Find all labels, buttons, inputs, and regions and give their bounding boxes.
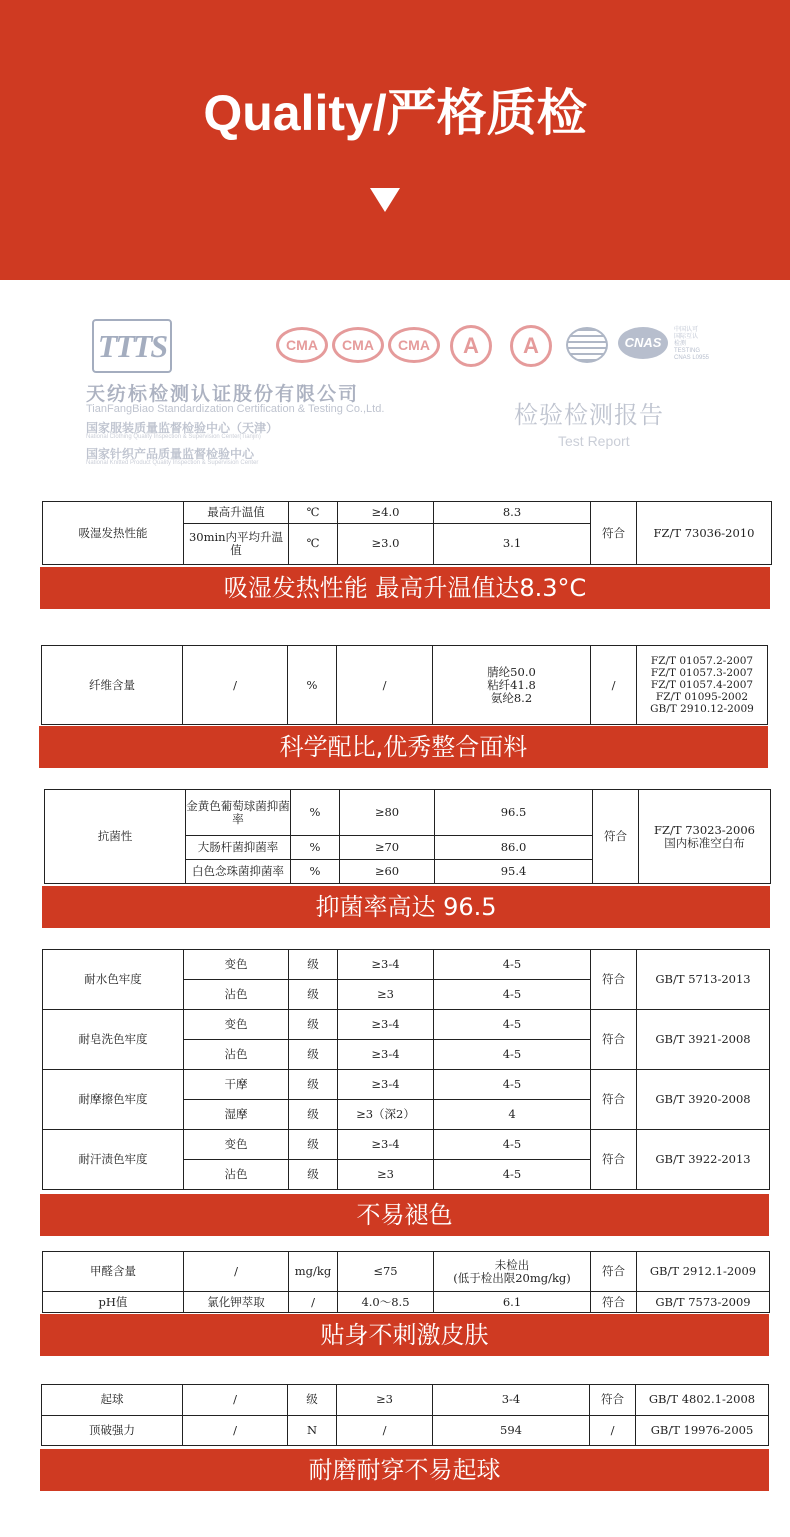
item-cell: 湿摩 <box>184 1100 289 1130</box>
result-cell: 4-5 <box>434 1010 591 1040</box>
unit-cell: 级 <box>289 1130 338 1160</box>
cma-mark-icon: CMA <box>276 327 328 363</box>
requirement-cell: ≥3-4 <box>338 1130 434 1160</box>
standard-cell: FZ/T 73023-2006 国内标准空白布 <box>639 790 771 884</box>
unit-cell: % <box>288 646 337 725</box>
unit-cell: 级 <box>289 950 338 980</box>
table-row <box>45 790 771 836</box>
standard-cell: GB/T 4802.1-2008 <box>636 1385 769 1416</box>
table-row <box>43 1070 770 1100</box>
table-row <box>42 646 768 725</box>
property-cell: 抗菌性 <box>45 790 186 884</box>
unit-cell: N <box>288 1415 337 1446</box>
table-row <box>42 1415 769 1446</box>
verdict-cell: 符合 <box>591 1010 637 1070</box>
item-cell: 沾色 <box>184 1160 289 1190</box>
item-cell: / <box>183 1385 288 1416</box>
property-cell: 顶破强力 <box>42 1415 183 1446</box>
result-cell: 4-5 <box>434 1070 591 1100</box>
company-name-cn: 天纺标检测认证股份有限公司 <box>86 383 360 405</box>
antibacterial-table <box>44 789 771 884</box>
requirement-cell: ≤75 <box>338 1252 434 1292</box>
certification-logos <box>80 315 720 480</box>
section-caption: 科学配比,优秀整合面料 <box>39 726 768 768</box>
center1-name-en: National Clothing Quality Inspection & Supervision Center(Tianjin) <box>86 434 261 440</box>
property-cell: 起球 <box>42 1385 183 1416</box>
durability-table <box>41 1384 769 1446</box>
result-cell: 3.1 <box>434 523 591 565</box>
requirement-cell: ≥3 <box>338 1160 434 1190</box>
requirement-cell: ≥3 <box>338 980 434 1010</box>
item-cell: 变色 <box>184 1130 289 1160</box>
requirement-cell: / <box>337 1415 433 1446</box>
requirement-cell: 4.0～8.5 <box>338 1292 434 1313</box>
table-row <box>43 502 772 524</box>
verdict-cell: 符合 <box>593 790 639 884</box>
property-cell: 耐摩擦色牢度 <box>43 1070 184 1130</box>
result-cell: 未检出 (低于检出限20mg/kg) <box>434 1252 591 1292</box>
property-cell: 耐皂洗色牢度 <box>43 1010 184 1070</box>
verdict-cell: 符合 <box>591 502 637 565</box>
ilac-globe-icon <box>566 327 608 363</box>
table-row <box>43 1292 770 1313</box>
cnas-logo: CNAS <box>618 327 668 359</box>
table-row <box>42 1385 769 1416</box>
table-row <box>43 1130 770 1160</box>
center1-name-cn: 国家服装质量监督检验中心（天津） <box>86 421 279 435</box>
requirement-cell: ≥70 <box>340 836 435 860</box>
quality-header <box>0 0 790 280</box>
result-cell: 95.4 <box>435 860 593 884</box>
item-cell: / <box>183 1415 288 1446</box>
cnas-side-text: 中国认可 国际互认 检测 TESTING CNAS L0955 <box>674 327 710 361</box>
report-title-en: Test Report <box>558 433 630 449</box>
verdict-cell: 符合 <box>591 1070 637 1130</box>
result-cell: 8.3 <box>434 502 591 524</box>
page-title: Quality/严格质检 <box>203 85 587 141</box>
requirement-cell: ≥4.0 <box>338 502 434 524</box>
standard-cell: GB/T 3920-2008 <box>637 1070 770 1130</box>
property-cell: 纤维含量 <box>42 646 183 725</box>
skin-safety-table <box>42 1251 770 1313</box>
unit-cell: 级 <box>288 1385 337 1416</box>
section-caption: 耐磨耐穿不易起球 <box>40 1449 769 1491</box>
standard-cell: GB/T 2912.1-2009 <box>637 1252 770 1292</box>
result-cell: 4 <box>434 1100 591 1130</box>
property-cell: 甲醛含量 <box>43 1252 184 1292</box>
unit-cell: mg/kg <box>289 1252 338 1292</box>
item-cell: 大肠杆菌抑菌率 <box>186 836 291 860</box>
cma-mark-icon: CMA <box>388 327 440 363</box>
standard-cell: GB/T 5713-2013 <box>637 950 770 1010</box>
center2-name-en: National Knitted Product Quality Inspection & Supervision Center <box>86 460 259 466</box>
table-row <box>43 1010 770 1040</box>
unit-cell: 级 <box>289 1100 338 1130</box>
result-cell: 4-5 <box>434 1130 591 1160</box>
standard-cell: GB/T 3921-2008 <box>637 1010 770 1070</box>
requirement-cell: ≥80 <box>340 790 435 836</box>
down-triangle-icon <box>370 188 400 212</box>
unit-cell: ℃ <box>289 502 338 524</box>
item-cell: 30min内平均升温值 <box>184 523 289 565</box>
unit-cell: % <box>291 860 340 884</box>
item-cell: 变色 <box>184 950 289 980</box>
standard-cell: FZ/T 01057.2-2007 FZ/T 01057.3-2007 FZ/T 01057.4-2007 FZ/T 01095-2002 GB/T 2910.12-2009 <box>637 646 768 725</box>
unit-cell: % <box>291 836 340 860</box>
result-cell: 86.0 <box>435 836 593 860</box>
property-cell: 耐水色牢度 <box>43 950 184 1010</box>
item-cell: 沾色 <box>184 980 289 1010</box>
unit-cell: / <box>289 1292 338 1313</box>
result-cell: 4-5 <box>434 1160 591 1190</box>
result-cell: 4-5 <box>434 980 591 1010</box>
result-cell: 3-4 <box>433 1385 590 1416</box>
requirement-cell: ≥3-4 <box>338 1010 434 1040</box>
standard-cell: GB/T 19976-2005 <box>636 1415 769 1446</box>
center2-name-cn: 国家针织产品质量监督检验中心 <box>86 447 255 461</box>
item-cell: 金黄色葡萄球菌抑菌率 <box>186 790 291 836</box>
unit-cell: 级 <box>289 1160 338 1190</box>
requirement-cell: / <box>337 646 433 725</box>
item-cell: / <box>184 1252 289 1292</box>
section-caption: 抑菌率高达 96.5 <box>42 886 770 928</box>
table-row <box>43 1252 770 1292</box>
item-cell: 氯化钾萃取 <box>184 1292 289 1313</box>
cal-mark-icon: A <box>510 325 552 367</box>
result-cell: 96.5 <box>435 790 593 836</box>
verdict-cell: 符合 <box>591 1130 637 1190</box>
cma-mark-icon: CMA <box>332 327 384 363</box>
standard-cell: GB/T 3922-2013 <box>637 1130 770 1190</box>
item-cell: 变色 <box>184 1010 289 1040</box>
verdict-cell: 符合 <box>591 950 637 1010</box>
result-cell: 4-5 <box>434 1040 591 1070</box>
requirement-cell: ≥3（深2） <box>338 1100 434 1130</box>
standard-cell: GB/T 7573-2009 <box>637 1292 770 1313</box>
requirement-cell: ≥3 <box>337 1385 433 1416</box>
unit-cell: 级 <box>289 1040 338 1070</box>
verdict-cell: / <box>590 1415 636 1446</box>
result-cell: 4-5 <box>434 950 591 980</box>
requirement-cell: ≥3-4 <box>338 950 434 980</box>
verdict-cell: 符合 <box>591 1292 637 1313</box>
verdict-cell: 符合 <box>591 1252 637 1292</box>
section-caption: 吸湿发热性能 最高升温值达8.3°C <box>40 567 770 609</box>
result-cell: 594 <box>433 1415 590 1446</box>
result-cell: 腈纶50.0 粘纤41.8 氨纶8.2 <box>433 646 591 725</box>
item-cell: / <box>183 646 288 725</box>
color-fastness-table <box>42 949 770 1190</box>
requirement-cell: ≥60 <box>340 860 435 884</box>
report-title-cn: 检验检测报告 <box>514 401 664 429</box>
verdict-cell: / <box>591 646 637 725</box>
standard-cell: FZ/T 73036-2010 <box>637 502 772 565</box>
requirement-cell: ≥3-4 <box>338 1040 434 1070</box>
fiber-content-table <box>41 645 768 725</box>
requirement-cell: ≥3.0 <box>338 523 434 565</box>
item-cell: 白色念珠菌抑菌率 <box>186 860 291 884</box>
property-cell: pH值 <box>43 1292 184 1313</box>
item-cell: 干摩 <box>184 1070 289 1100</box>
item-cell: 沾色 <box>184 1040 289 1070</box>
company-name-en: TianFangBiao Standardization Certification & Testing Co.,Ltd. <box>86 403 385 415</box>
verdict-cell: 符合 <box>590 1385 636 1416</box>
moisture-heat-table <box>42 501 772 565</box>
section-caption: 贴身不刺激皮肤 <box>40 1314 769 1356</box>
unit-cell: ℃ <box>289 523 338 565</box>
unit-cell: 级 <box>289 980 338 1010</box>
property-cell: 吸湿发热性能 <box>43 502 184 565</box>
cal-mark-icon: A <box>450 325 492 367</box>
unit-cell: % <box>291 790 340 836</box>
result-cell: 6.1 <box>434 1292 591 1313</box>
unit-cell: 级 <box>289 1010 338 1040</box>
section-caption: 不易褪色 <box>40 1194 769 1236</box>
requirement-cell: ≥3-4 <box>338 1070 434 1100</box>
tts-logo: TTTS <box>92 319 172 373</box>
property-cell: 耐汗渍色牢度 <box>43 1130 184 1190</box>
item-cell: 最高升温值 <box>184 502 289 524</box>
table-row <box>43 950 770 980</box>
unit-cell: 级 <box>289 1070 338 1100</box>
